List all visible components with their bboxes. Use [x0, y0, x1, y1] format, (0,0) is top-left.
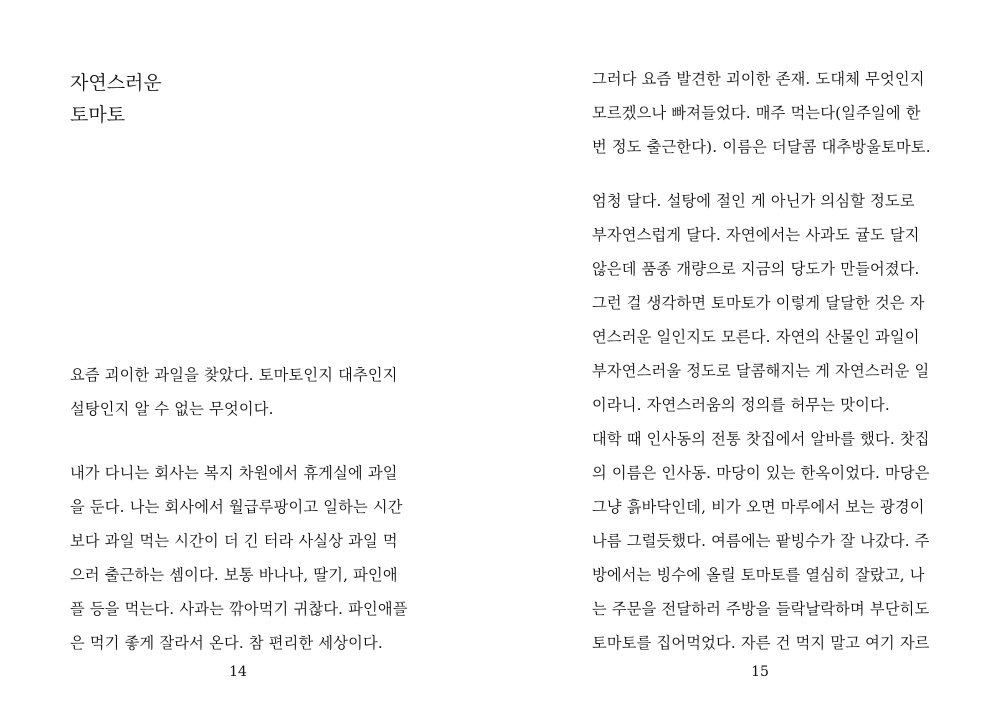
right-page [500, 0, 1000, 714]
text-line: 부자연스럽게 달다. 자연에서는 사과도 귤도 달지 [592, 226, 920, 244]
text-line: 대학 때 인사동의 전통 찻집에서 알바를 했다. 찻집 [592, 430, 930, 448]
text-line: 요즘 괴이한 과일을 찾았다. 토마토인지 대추인지 [70, 366, 398, 384]
text-line: 그런 걸 생각하면 토마토가 이렇게 달달한 것은 자 [592, 294, 925, 312]
text-line: 방에서는 빙수에 올릴 토마토를 열심히 잘랐고, 나 [592, 566, 925, 584]
text-line: 의 이름은 인사동. 마당이 있는 한옥이었다. 마당은 [592, 464, 930, 482]
text-line: 이라니. 자연스러움의 정의를 허무는 맛이다. [592, 396, 890, 414]
text-line: 그러다 요즘 발견한 괴이한 존재. 도대체 무엇인지 [592, 70, 925, 88]
text-line: 그냥 흙바닥인데, 비가 오면 마루에서 보는 광경이 [592, 498, 925, 516]
left-paragraph-1 [70, 358, 430, 426]
text-line: 부자연스러울 정도로 달콤해지는 게 자연스러운 일 [592, 362, 930, 380]
left-paragraph-2 [70, 456, 430, 660]
text-line: 보다 과일 먹는 시간이 더 긴 터라 사실상 과일 먹 [70, 532, 398, 550]
text-line: 않은데 품종 개량으로 지금의 당도가 만들어졌다. [592, 260, 920, 278]
text-line: 번 정도 출근한다). 이름은 더달콤 대추방울토마토. [592, 138, 931, 156]
text-line: 연스러운 일인지도 모른다. 자연의 산물인 과일이 [592, 328, 920, 346]
chapter-title-line-1: 자연스러운 [70, 72, 162, 94]
text-line: 나름 그럴듯했다. 여름에는 팥빙수가 잘 나갔다. 주 [592, 532, 930, 550]
right-paragraph-2 [592, 184, 937, 422]
text-line: 은 먹기 좋게 잘라서 온다. 참 편리한 세상이다. [70, 634, 383, 652]
text-line: 모르겠으나 빠져들었다. 매주 먹는다(일주일에 한 [592, 104, 921, 122]
text-line: 토마토를 집어먹었다. 자른 건 먹지 말고 여기 자르 [592, 634, 930, 652]
text-line: 는 주문을 전달하러 주방을 들락날락하며 부단히도 [592, 600, 930, 618]
text-line: 플 등을 먹는다. 사과는 깎아먹기 귀찮다. 파인애플 [70, 600, 408, 618]
page-number-left: 14 [229, 664, 247, 680]
chapter-title-line-2: 토마토 [70, 104, 126, 126]
right-paragraph-3 [592, 422, 937, 660]
text-line: 설탕인지 알 수 없는 무엇이다. [70, 400, 274, 418]
text-line: 을 둔다. 나는 회사에서 월급루팡이고 일하는 시간 [70, 498, 403, 516]
text-line: 내가 다니는 회사는 복지 차원에서 휴게실에 과일 [70, 464, 398, 482]
page-number-right: 15 [751, 664, 769, 680]
right-paragraph-1 [592, 62, 937, 164]
text-line: 으러 출근하는 셈이다. 보통 바나나, 딸기, 파인애 [70, 566, 398, 584]
text-line: 엄청 달다. 설탕에 절인 게 아닌가 의심할 정도로 [592, 192, 915, 210]
